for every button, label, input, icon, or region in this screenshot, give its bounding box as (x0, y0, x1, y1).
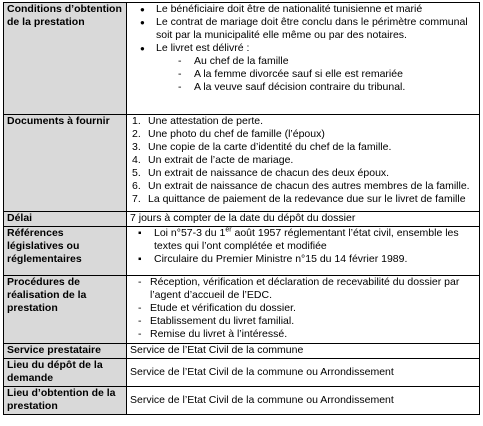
list-item: 3. Une copie de la carte d’identité du chef de la famille. (148, 141, 476, 154)
conditions-content (127, 3, 480, 115)
row-obtention (4, 387, 480, 415)
list-item: 6. Un extrait de naissance de chacun des autres membres de la famille. (148, 180, 476, 193)
list-item: 2. Une photo du chef de famille (l’époux) (148, 128, 476, 141)
row-depot (4, 359, 480, 387)
law-prefix: Loi n°57-3 du 1 (154, 227, 226, 239)
depot-value: Service de l’Etat Civil de la commune ou Arrondissement (127, 359, 480, 387)
row-conditions (4, 3, 480, 115)
procedure-table (3, 2, 480, 415)
label-depot: Lieu du dépôt de la demande (4, 359, 127, 387)
list-item: 4. Un extrait de l’acte de mariage. (148, 154, 476, 167)
label-references: Références législatives ou réglementaires (4, 227, 127, 276)
list-item: 7. La quittance de paiement de la redevance due sur le livret de famille (148, 193, 476, 206)
label-delai: Délai (4, 212, 127, 227)
row-delai (4, 212, 480, 227)
list-item: - Etablissement du livret familial. (150, 315, 476, 328)
list-item: 1. Une attestation de perte. (148, 115, 476, 128)
list-item: - Remise du livret à l’intéressé. (150, 328, 476, 341)
documents-content (127, 115, 480, 212)
obtention-value: Service de l’Etat Civil de la commune ou Arrondissement (127, 387, 480, 415)
list-item: - A la femme divorcée sauf si elle est remariée (194, 68, 476, 81)
list-item: - Etude et vérification du dossier. (150, 302, 476, 315)
conditions-sublist (130, 55, 476, 94)
service-value: Service de l’Etat Civil de la commune (127, 344, 480, 359)
row-procedures (4, 276, 480, 344)
list-item (154, 227, 476, 253)
list-item: 5. Un extrait de naissance de chacun des deux époux. (148, 167, 476, 180)
references-list (130, 227, 476, 266)
row-documents (4, 115, 480, 212)
conditions-list (130, 3, 476, 55)
label-documents: Documents à fournir (4, 115, 127, 212)
list-item: ● Le contrat de mariage doit être conclu dans le périmètre communal soit par la municipalité elle même ou par des notaires. (156, 16, 476, 42)
list-item: - Au chef de la famille (194, 55, 476, 68)
list-item: - A la veuve sauf décision contraire du tribunal. (194, 81, 476, 94)
label-conditions: Conditions d’obtention de la prestation (4, 3, 127, 115)
law-superscript: er (225, 226, 232, 234)
label-obtention: Lieu d’obtention de la prestation (4, 387, 127, 415)
label-service: Service prestataire (4, 344, 127, 359)
list-item: ▪ Circulaire du Premier Ministre n°15 du 14 février 1989. (154, 253, 476, 266)
references-content (127, 227, 480, 276)
procedures-list (130, 276, 476, 341)
list-item: ● Le bénéficiaire doit être de nationalité tunisienne et marié (156, 3, 476, 16)
row-service (4, 344, 480, 359)
procedures-content (127, 276, 480, 344)
list-item: - Réception, vérification et déclaration de recevabilité du dossier par l’agent d’accueil de l’EDC. (150, 276, 476, 302)
documents-list (130, 115, 476, 206)
row-references (4, 227, 480, 276)
label-procedures: Procédures de réalisation de la prestation (4, 276, 127, 344)
law-suffix: août 1957 réglementant l’état civil, ensemble les textes qui l’ont complétée et modifiée (154, 227, 459, 252)
delai-value: 7 jours à compter de la date du dépôt du dossier (127, 212, 480, 227)
list-item: ● Le livret est délivré : (156, 42, 476, 55)
